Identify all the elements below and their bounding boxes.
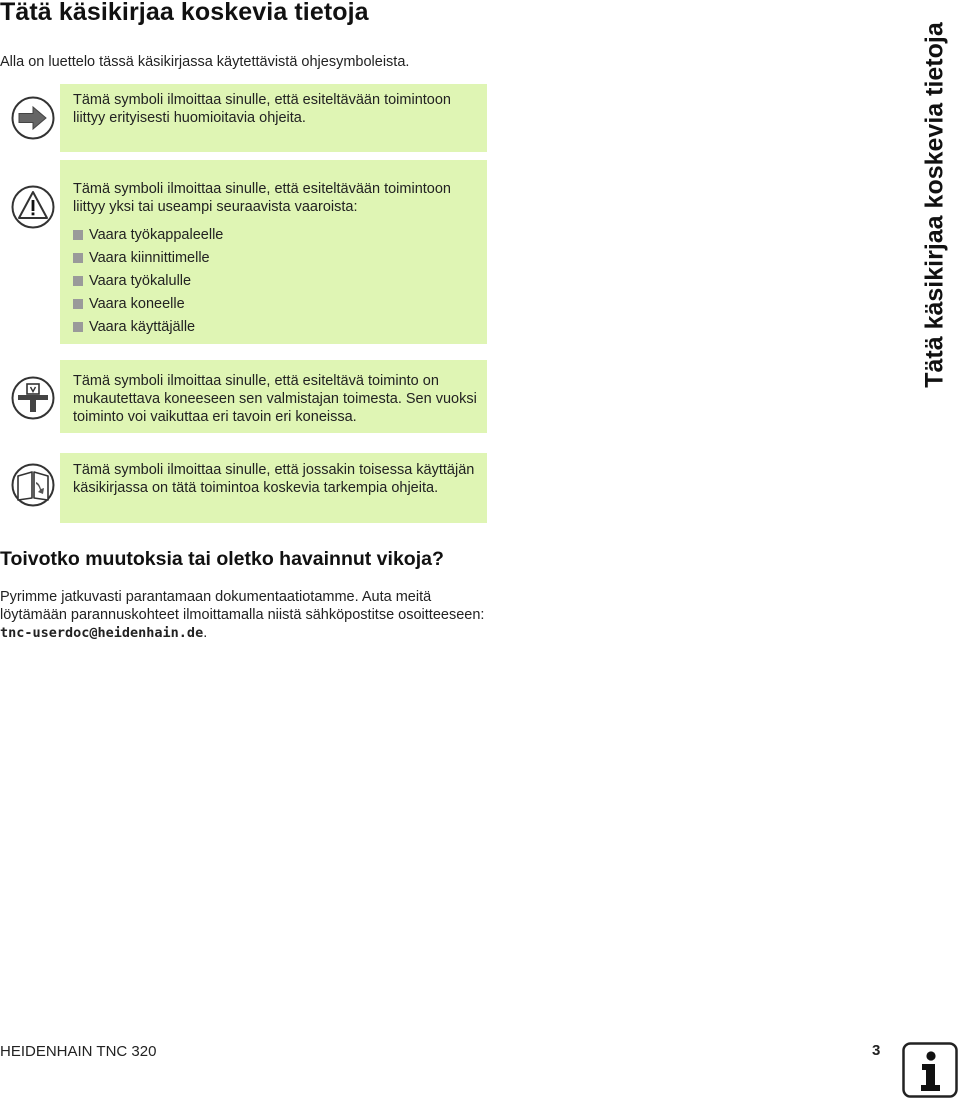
note-text: Tämä symboli ilmoittaa sinulle, että esiteltävään toimintoon liittyy yksi tai useampi seuraavista vaaroista: [73, 181, 451, 215]
info-icon [902, 1042, 958, 1098]
note-reference [0, 453, 487, 523]
side-title: Tätä käsikirjaa koskevia tietoja [920, 22, 949, 388]
list-item: Vaara työkappaleelle [73, 226, 223, 249]
bullet-square-icon [73, 299, 83, 309]
footer-product: HEIDENHAIN TNC 320 [0, 1043, 157, 1060]
feedback-suffix: . [203, 625, 208, 641]
page-number: 3 [872, 1042, 881, 1059]
warning-triangle-icon [10, 184, 56, 230]
machine-dependent-icon [10, 375, 56, 421]
feedback-email-link[interactable]: tnc-userdoc@heidenhain.de [0, 625, 204, 641]
list-item: Vaara käyttäjälle [73, 318, 223, 341]
list-item: Vaara koneelle [73, 295, 223, 318]
note-machine [0, 360, 487, 433]
bullet-square-icon [73, 230, 83, 240]
note-text: Tämä symboli ilmoittaa sinulle, että jossakin toisessa käyttäjän käsikirjassa on tätä toimintoa koskevia tarkempia ohjeita. [73, 462, 475, 496]
intro-text: Alla on luettelo tässä käsikirjassa käytettävistä ohjesymboleista. [0, 54, 410, 70]
feedback-text [0, 588, 490, 642]
hazard-list [73, 226, 223, 341]
list-item: Vaara työkalulle [73, 272, 223, 295]
bullet-square-icon [73, 322, 83, 332]
note-arrow [0, 84, 487, 152]
note-warning [0, 160, 487, 344]
note-text: Tämä symboli ilmoittaa sinulle, että esiteltävä toiminto on mukautettava koneeseen sen valmistajan toimesta. Sen vuoksi toiminto voi vaikuttaa eri tavoin eri koneissa. [73, 373, 477, 425]
arrow-right-icon [10, 95, 56, 141]
feedback-body: Pyrimme jatkuvasti parantamaan dokumentaatiotamme. Auta meitä löytämään parannuskohteet ilmoittamalla niistä sähköpostitse osoitteeseen: [0, 589, 485, 623]
note-box [60, 160, 487, 344]
feedback-heading: Toivotko muutoksia tai oletko havainnut vikoja? [0, 548, 444, 570]
bullet-square-icon [73, 253, 83, 263]
note-box [60, 360, 487, 433]
note-box [60, 84, 487, 152]
note-box [60, 453, 487, 523]
list-item: Vaara kiinnittimelle [73, 249, 223, 272]
page-title: Tätä käsikirjaa koskevia tietoja [0, 0, 369, 26]
book-reference-icon [10, 462, 56, 508]
note-text: Tämä symboli ilmoittaa sinulle, että esiteltävään toimintoon liittyy erityisesti huomioitavia ohjeita. [73, 92, 451, 126]
bullet-square-icon [73, 276, 83, 286]
